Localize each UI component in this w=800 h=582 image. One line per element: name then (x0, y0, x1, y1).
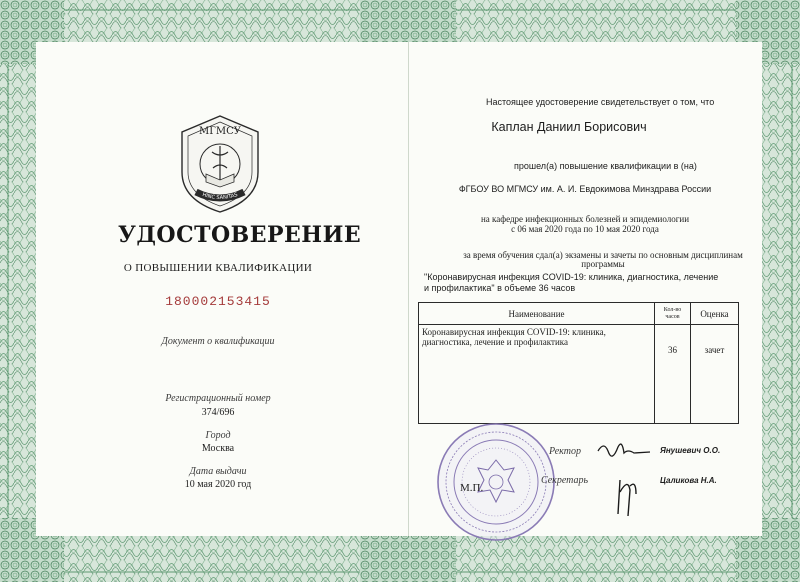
issue-date-label: Дата выдачи (189, 466, 247, 477)
rector-signature (594, 437, 654, 467)
university-emblem (166, 112, 274, 216)
grades-table (418, 302, 739, 424)
discipline-hours: 36 (655, 325, 691, 424)
organization-name: ФГБОУ ВО МГМСУ им. А. И. Евдокимова Минздрава России (458, 184, 712, 194)
holder-name: Каплан Даниил Борисович (491, 120, 647, 134)
registration-value: 374/696 (201, 407, 235, 418)
table-row (419, 325, 739, 424)
exams-text: за время обучения сдал(а) экзамены и зачеты по основным дисциплинам (463, 250, 743, 260)
official-seal (434, 420, 558, 544)
secretary-name: Цаликова Н.А. (660, 476, 717, 485)
training-period: с 06 мая 2020 года по 10 мая 2020 года (511, 224, 659, 234)
serial-number: 180002153415 (165, 294, 271, 309)
secretary-signature (612, 472, 642, 520)
header-hours: Кол-во часов (655, 303, 691, 325)
issue-date-value: 10 мая 2020 год (184, 479, 252, 490)
city-label: Город (205, 430, 231, 441)
stamp-place-label: М.П. (460, 482, 484, 494)
secretary-label: Секретарь (541, 475, 589, 486)
document-label: Документ о квалификации (161, 336, 275, 347)
city-value: Москва (201, 443, 235, 454)
program-title: "Коронавирусная инфекция COVID-19: клиника, диагностика, лечение и профилактика" в объеме 36 часов (424, 272, 719, 293)
rector-label: Ректор (549, 446, 581, 457)
program-word: программы (581, 259, 625, 269)
certificate-title: УДОСТОВЕРЕНИЕ (118, 222, 362, 248)
fold-line (408, 42, 409, 536)
passed-text: прошел(а) повышение квалификации в (на) (514, 161, 697, 171)
header-name: Наименование (419, 303, 655, 325)
intro-text: Настоящее удостоверение свидетельствует о том, что (486, 97, 715, 107)
rector-name: Янушевич О.О. (660, 446, 721, 455)
discipline-name: Коронавирусная инфекция COVID-19: клиника, диагностика, лечение и профилактика (419, 325, 655, 424)
header-grade: Оценка (691, 303, 739, 325)
certificate-subtitle: О ПОВЫШЕНИИ КВАЛИФИКАЦИИ (123, 262, 313, 274)
registration-label: Регистрационный номер (165, 393, 271, 404)
svg-text:HINC SANITAS: HINC SANITAS (201, 191, 239, 202)
department-text: на кафедре инфекционных болезней и эпидемиологии (480, 214, 690, 224)
table-header-row (419, 303, 739, 325)
svg-text:МГМСУ: МГМСУ (199, 126, 241, 137)
discipline-grade: зачет (691, 325, 739, 424)
